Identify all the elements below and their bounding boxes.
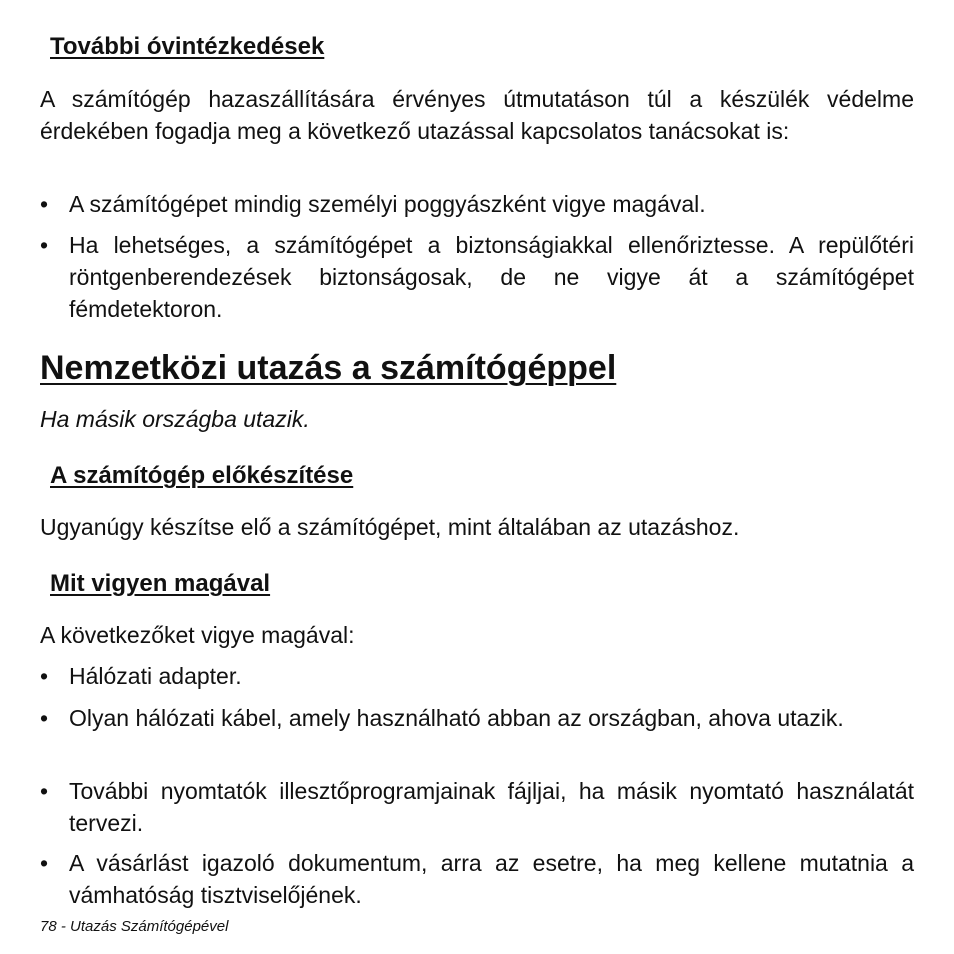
list-item-text: A vásárlást igazoló dokumentum, arra az esetre, ha meg kellene mutatnia a vámhatóság tisztviselőjének. bbox=[69, 850, 914, 908]
list-item-text: Olyan hálózati kábel, amely használható abban az országban, ahova utazik. bbox=[69, 705, 844, 731]
what-to-bring-intro: A következőket vigye magával: bbox=[40, 622, 355, 648]
section-heading-precautions: További óvintézkedések bbox=[50, 33, 325, 60]
list-item-text: További nyomtatók illesztőprogramjainak fájljai, ha másik nyomtató használatát tervezi. bbox=[69, 778, 914, 836]
chapter-title: Nemzetközi utazás a számítógéppel bbox=[40, 349, 617, 387]
list-item-text: A számítógépet mindig személyi poggyászként vigye magával. bbox=[69, 191, 706, 217]
list-item-text: Ha lehetséges, a számítógépet a biztonságiakkal ellenőriztesse. A repülőtéri röntgenberendezések biztonságosak, de ne vigye át a számítógépet fémdetektoron. bbox=[69, 232, 914, 322]
bullet-icon: • bbox=[40, 232, 49, 258]
chapter-subtitle: Ha másik országba utazik. bbox=[40, 406, 310, 432]
preparation-text: Ugyanúgy készítse elő a számítógépet, mint általában az utazáshoz. bbox=[40, 514, 740, 540]
bullet-icon: • bbox=[40, 191, 49, 217]
bullet-icon: • bbox=[40, 663, 49, 689]
bullet-icon: • bbox=[40, 850, 49, 876]
bullet-icon: • bbox=[40, 705, 49, 731]
section-heading-what-to-bring: Mit vigyen magával bbox=[50, 570, 271, 597]
precautions-intro: A számítógép hazaszállítására érvényes útmutatáson túl a készülék védelme érdekében fogadja meg a következő utazással kapcsolatos tanácsokat is: bbox=[40, 86, 914, 144]
list-item-text: Hálózati adapter. bbox=[69, 663, 242, 689]
section-heading-preparation: A számítógép előkészítése bbox=[50, 462, 354, 489]
bullet-icon: • bbox=[40, 778, 49, 804]
page-footer: 78 - Utazás Számítógépével bbox=[40, 918, 229, 935]
